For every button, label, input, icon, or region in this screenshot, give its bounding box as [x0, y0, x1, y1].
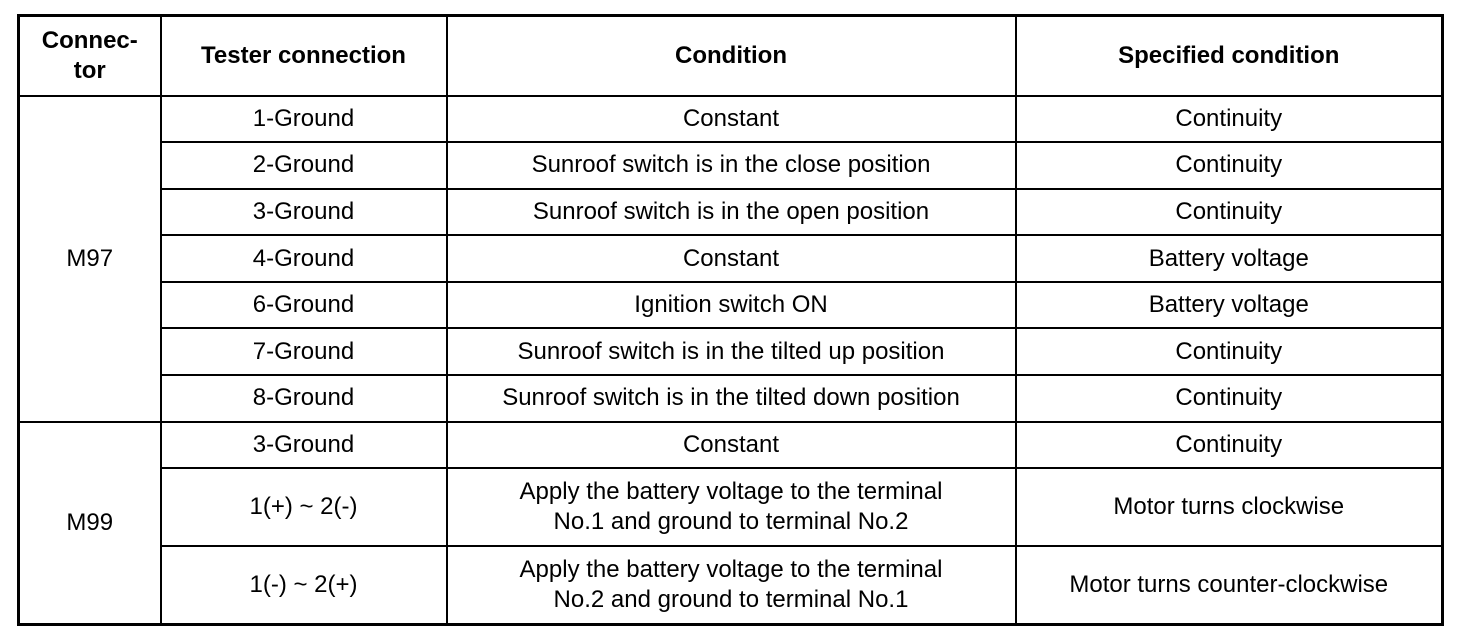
condition-line2: No.1 and ground to terminal No.2 — [553, 508, 909, 536]
tester-cell: 3-Ground — [161, 422, 447, 469]
condition-cell: Constant — [447, 235, 1016, 282]
tester-cell: 3-Ground — [161, 189, 447, 236]
tester-cell: 2-Ground — [161, 142, 447, 189]
condition-cell: Sunroof switch is in the open position — [447, 189, 1016, 236]
tester-cell: 4-Ground — [161, 235, 447, 282]
specified-cell: Continuity — [1016, 96, 1443, 143]
condition-cell: Ignition switch ON — [447, 282, 1016, 329]
table-row — [19, 142, 1443, 189]
condition-cell: Constant — [447, 422, 1016, 469]
specified-cell: Continuity — [1016, 189, 1443, 236]
specified-cell: Battery voltage — [1016, 235, 1443, 282]
table-row — [19, 546, 1443, 624]
header-specified: Specified condition — [1016, 16, 1443, 96]
specified-cell: Continuity — [1016, 142, 1443, 189]
spec-table — [17, 14, 1444, 626]
tester-cell: 1-Ground — [161, 96, 447, 143]
connector-cell: M99 — [19, 422, 161, 625]
table-row — [19, 468, 1443, 546]
tester-cell: 1(+) ~ 2(-) — [161, 468, 447, 546]
connector-cell: M97 — [19, 96, 161, 422]
table-row — [19, 96, 1443, 143]
header-connector-line1: Connec- — [41, 26, 138, 54]
specified-cell: Motor turns clockwise — [1016, 468, 1443, 546]
condition-cell: Constant — [447, 96, 1016, 143]
header-row — [19, 16, 1443, 96]
specified-cell: Continuity — [1016, 375, 1443, 422]
condition-cell: Sunroof switch is in the tilted down position — [447, 375, 1016, 422]
condition-line1: Apply the battery voltage to the terminal — [519, 478, 943, 506]
header-connector-line2: tor — [73, 56, 106, 84]
table-row — [19, 375, 1443, 422]
header-condition: Condition — [447, 16, 1016, 96]
table-row — [19, 235, 1443, 282]
tester-cell: 1(-) ~ 2(+) — [161, 546, 447, 624]
specified-cell: Motor turns counter-clockwise — [1016, 546, 1443, 624]
tester-cell: 7-Ground — [161, 328, 447, 375]
tester-cell: 6-Ground — [161, 282, 447, 329]
table-row — [19, 189, 1443, 236]
table-row — [19, 282, 1443, 329]
specified-cell: Battery voltage — [1016, 282, 1443, 329]
condition-cell: Sunroof switch is in the tilted up position — [447, 328, 1016, 375]
condition-line2: No.2 and ground to terminal No.1 — [553, 586, 909, 613]
condition-cell: Sunroof switch is in the close position — [447, 142, 1016, 189]
header-tester: Tester connection — [161, 16, 447, 96]
specified-cell: Continuity — [1016, 422, 1443, 469]
tester-cell: 8-Ground — [161, 375, 447, 422]
header-connector — [19, 16, 161, 96]
table-row — [19, 422, 1443, 469]
table-row — [19, 328, 1443, 375]
condition-cell — [447, 546, 1016, 624]
condition-line1: Apply the battery voltage to the terminal — [519, 556, 943, 583]
condition-cell — [447, 468, 1016, 546]
specified-cell: Continuity — [1016, 328, 1443, 375]
